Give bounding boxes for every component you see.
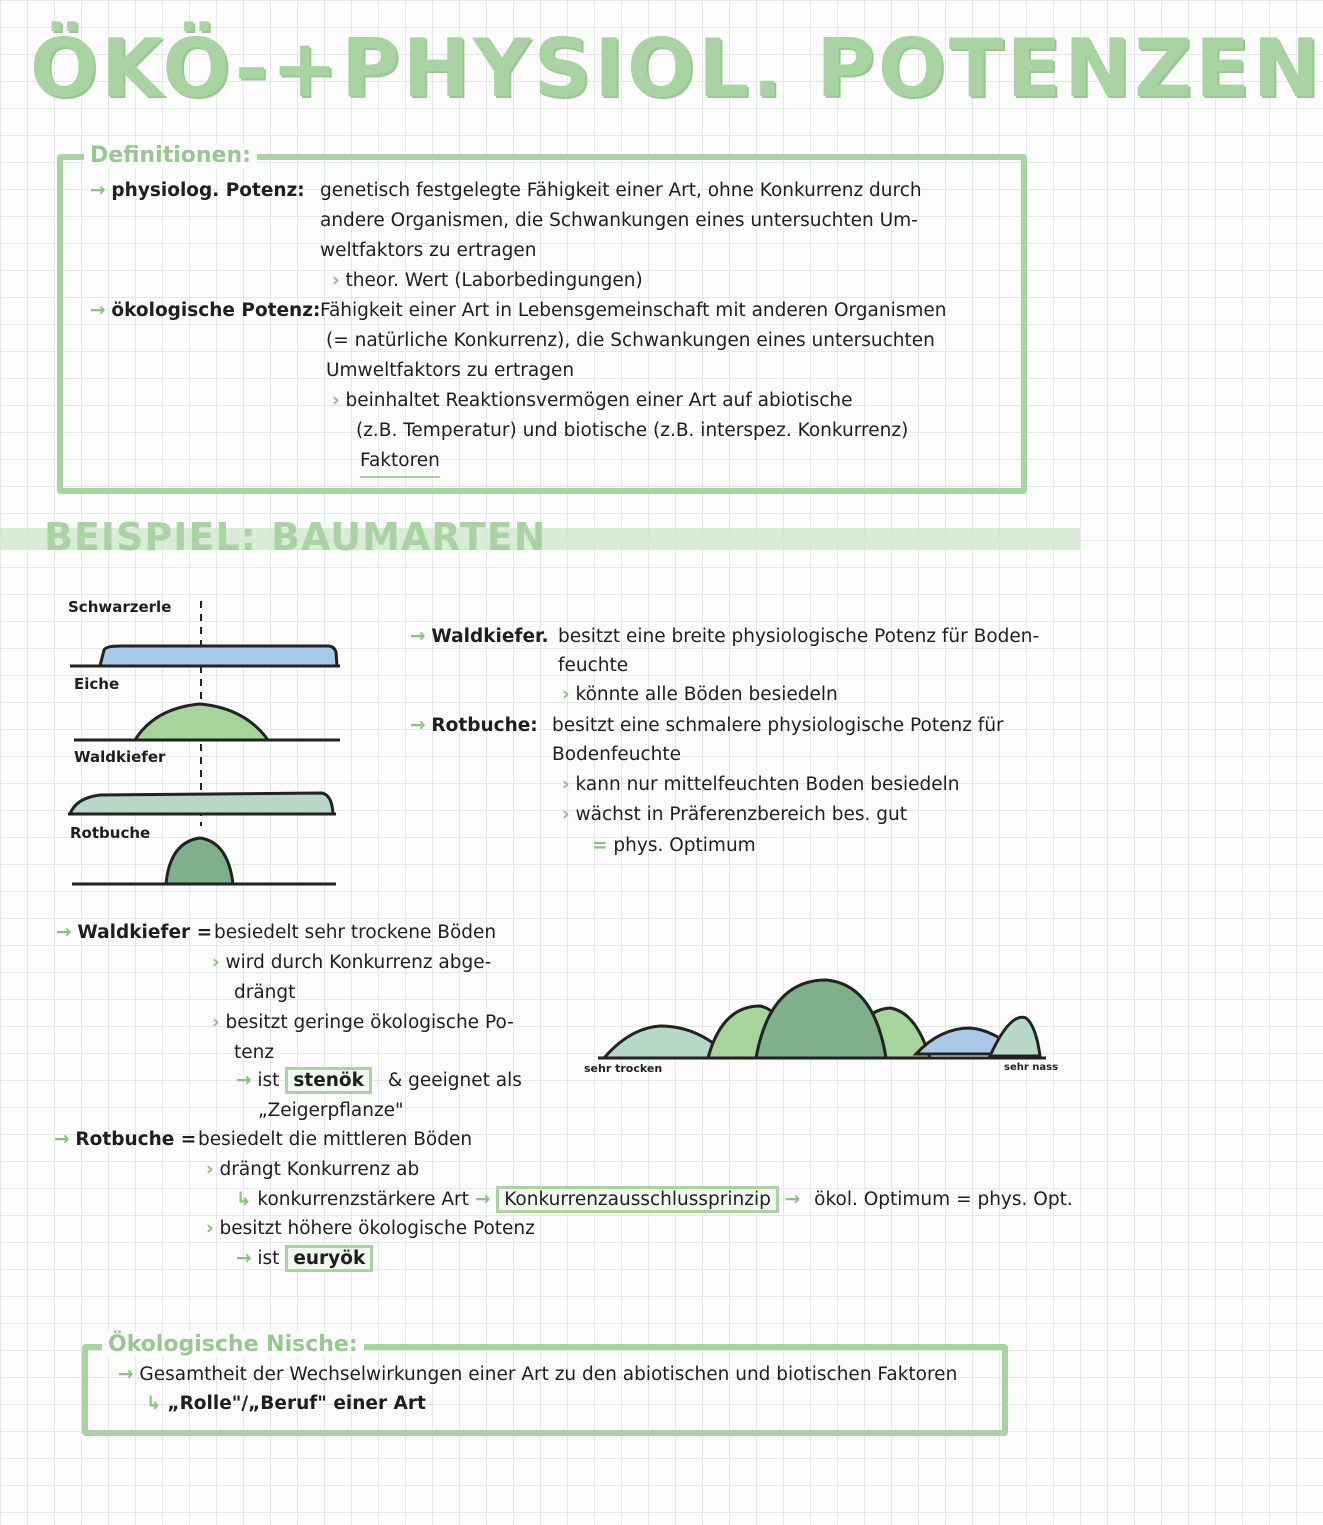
tree-label-rotbuche: Rotbuche xyxy=(70,824,151,842)
oekolog-line3: Umweltfaktors zu ertragen xyxy=(326,360,575,381)
arrow-icon: → xyxy=(410,626,426,647)
axis-left-label: sehr trocken xyxy=(584,1062,663,1075)
tree-label-eiche: Eiche xyxy=(74,675,120,693)
chevron-right-icon: › xyxy=(562,774,570,795)
arrow-icon: → xyxy=(118,1364,134,1385)
physiolog-line2: andere Organismen, die Schwankungen eines untersuchten Um- xyxy=(320,210,918,231)
tree-label-schwarzerle: Schwarzerle xyxy=(68,598,172,616)
physiolog-row xyxy=(90,176,305,206)
rotbuche-l3: ↳ konkurrenzstärkere Art → Konkurrenzausschlussprinzip → ökol. Optimum = phys. Opt. xyxy=(236,1185,1073,1215)
chevron-right-icon: › xyxy=(562,684,570,705)
chevron-right-icon: › xyxy=(212,1012,220,1033)
physiolog-term: physiolog. Potenz: xyxy=(111,180,305,201)
curve-waldkiefer xyxy=(70,793,333,814)
stenoek-tag: stenök xyxy=(285,1067,372,1094)
note-waldkiefer-l1: besitzt eine breite physiologische Potenz für Boden- xyxy=(558,626,1040,647)
curve-schwarzerle xyxy=(100,646,337,666)
oekolog-sub3: Faktoren xyxy=(360,446,440,478)
arrow-icon: → xyxy=(90,300,106,321)
note-rotbuche: → Rotbuche: xyxy=(410,715,538,736)
chevron-right-icon: › xyxy=(332,390,340,411)
axis-right-label: sehr nass xyxy=(1004,1062,1059,1073)
curve-rotbuche-center xyxy=(756,980,886,1058)
arrow-icon: → xyxy=(56,922,72,943)
arrow-icon: → xyxy=(90,180,106,201)
waldkiefer-l4c: „Zeigerpflanze" xyxy=(258,1100,404,1121)
arrow-icon: → xyxy=(54,1129,70,1150)
oekolog-term: ökologische Potenz: xyxy=(111,300,321,321)
rotbuche-l4: › besitzt höhere ökologische Potenz xyxy=(206,1218,535,1239)
rotbuche-l1: besiedelt die mittleren Böden xyxy=(198,1129,473,1150)
arrow-icon: → xyxy=(236,1248,252,1269)
equals-icon: = xyxy=(592,835,608,856)
euryoek-tag: euryök xyxy=(285,1245,373,1272)
chevron-right-icon: › xyxy=(332,270,340,291)
waldkiefer-l1: besiedelt sehr trockene Böden xyxy=(214,922,497,943)
competition-diagram xyxy=(590,970,1060,1070)
return-arrow-icon: ↳ xyxy=(236,1189,252,1210)
arrow-icon: → xyxy=(784,1189,801,1210)
chevron-right-icon: › xyxy=(206,1218,214,1239)
curve-eiche xyxy=(135,704,268,740)
note-rotbuche-sub2: › wächst in Präferenzbereich bes. gut xyxy=(562,804,907,825)
note-rotbuche-sub1: › kann nur mittelfeuchten Boden besiedeln xyxy=(562,774,960,795)
physiolog-line3: weltfaktors zu ertragen xyxy=(320,240,537,261)
definitions-label: Definitionen: xyxy=(84,143,257,168)
waldkiefer-l2b: drängt xyxy=(234,982,296,1003)
page-title: ÖKÖ-+PHYSIOL. POTENZEN xyxy=(30,22,1323,115)
nische-label: Ökologische Nische: xyxy=(102,1332,364,1357)
arrow-icon: → xyxy=(474,1189,491,1210)
oekolog-row xyxy=(90,296,320,326)
tree-label-waldkiefer: Waldkiefer xyxy=(74,748,166,766)
chevron-right-icon: › xyxy=(562,804,570,825)
curve-rotbuche xyxy=(166,838,233,884)
oekolog-sub1: › beinhaltet Reaktionsvermögen einer Art auf abiotische xyxy=(332,390,853,411)
nische-l2: ↳ „Rolle"/„Beruf" einer Art xyxy=(146,1393,426,1414)
physiolog-line1: genetisch festgelegte Fähigkeit einer Art, ohne Konkurrenz durch xyxy=(320,180,922,201)
rotbuche-l5: → ist euryök xyxy=(236,1244,373,1274)
note-waldkiefer: → Waldkiefer. xyxy=(410,626,549,647)
rotbuche-notes: → Rotbuche = xyxy=(54,1129,197,1150)
return-arrow-icon: ↳ xyxy=(146,1393,162,1414)
nische-l1: → Gesamtheit der Wechselwirkungen einer Art zu den abiotischen und biotischen Faktoren xyxy=(118,1364,958,1385)
note-rotbuche-l2: Bodenfeuchte xyxy=(552,744,682,765)
note-rotbuche-sub3: = phys. Optimum xyxy=(592,835,756,856)
note-rotbuche-l1: besitzt eine schmalere physiologische Potenz für xyxy=(552,715,1004,736)
waldkiefer-l4: → ist stenök & geeignet als xyxy=(236,1066,522,1096)
rotbuche-l2: › drängt Konkurrenz ab xyxy=(206,1159,420,1180)
arrow-icon: → xyxy=(236,1070,252,1091)
oekolog-sub2: (z.B. Temperatur) und biotische (z.B. interspez. Konkurrenz) xyxy=(356,420,909,441)
waldkiefer-notes: → Waldkiefer = xyxy=(56,922,213,943)
waldkiefer-l3b: tenz xyxy=(234,1042,275,1063)
section-title: BEISPIEL: BAUMARTEN xyxy=(44,515,547,559)
waldkiefer-l2: › wird durch Konkurrenz abge- xyxy=(212,952,492,973)
arrow-icon: → xyxy=(410,715,426,736)
note-waldkiefer-sub: › könnte alle Böden besiedeln xyxy=(562,684,838,705)
oekolog-line1: Fähigkeit einer Art in Lebensgemeinschaft mit anderen Organismen xyxy=(320,300,947,321)
waldkiefer-l3: › besitzt geringe ökologische Po- xyxy=(212,1012,514,1033)
oekolog-line2: (= natürliche Konkurrenz), die Schwankungen eines untersuchten xyxy=(326,330,935,351)
physiolog-sub: › theor. Wert (Laborbedingungen) xyxy=(332,270,643,291)
chevron-right-icon: › xyxy=(212,952,220,973)
note-waldkiefer-l2: feuchte xyxy=(558,655,629,676)
prinzip-tag: Konkurrenzausschlussprinzip xyxy=(496,1186,779,1213)
tree-tolerance-diagram xyxy=(60,596,350,896)
chevron-right-icon: › xyxy=(206,1159,214,1180)
